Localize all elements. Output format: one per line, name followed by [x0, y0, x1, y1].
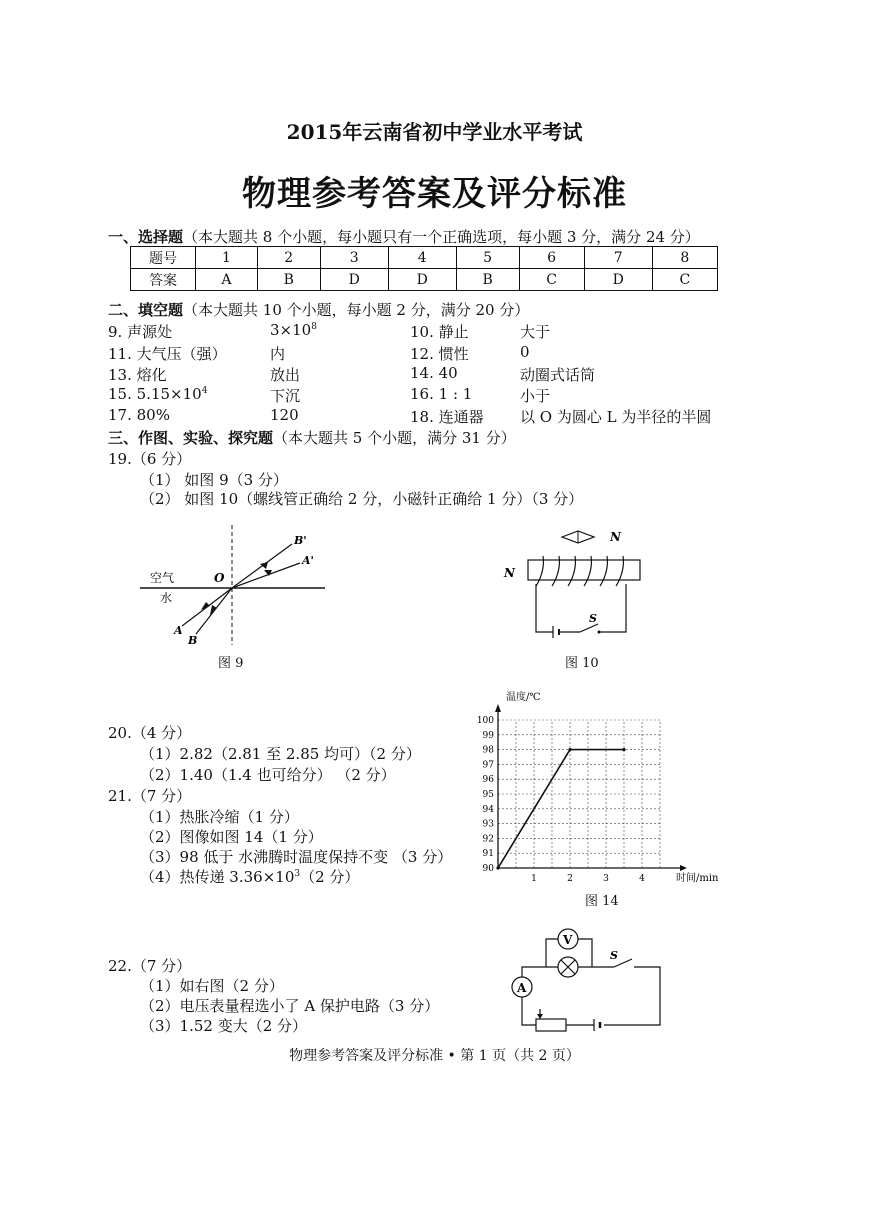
table-cell: 2	[257, 247, 320, 269]
fig9-label-O: O	[214, 571, 225, 585]
figure-14-chart	[470, 688, 730, 888]
fig10-label-N-left: N	[504, 566, 515, 580]
list-item: 13. 熔化	[108, 366, 167, 384]
list-item: 17. 80%	[108, 406, 170, 424]
table-cell: 4	[388, 247, 456, 269]
table-cell: C	[519, 269, 584, 291]
section2-note: （本大题共 10 个小题，每小题 2 分，满分 20 分）	[183, 301, 530, 319]
q21-head: 21.（7 分）	[108, 787, 192, 805]
table-cell: B	[456, 269, 519, 291]
fig22-ammeter-label: A	[517, 981, 527, 995]
table-cell: 3	[320, 247, 388, 269]
q20-line1: （1）2.82（2.81 至 2.85 均可）（2 分）	[140, 745, 421, 763]
table-header-cell: 答案	[131, 269, 196, 291]
list-item: 0	[520, 343, 530, 361]
q21-line2: （2）图像如图 14（1 分）	[140, 828, 323, 846]
fig10-label-S: S	[589, 612, 597, 625]
table-cell: D	[584, 269, 652, 291]
chart-x-tick-label: 2	[567, 874, 573, 884]
list-item: $3\times 10^8$	[270, 321, 317, 339]
table-cell: D	[320, 269, 388, 291]
list-item: 14. 40	[410, 364, 458, 382]
chart-point	[496, 866, 499, 869]
chart-y-tick-label: 94	[482, 804, 494, 815]
chart-axes	[495, 704, 687, 871]
answer-table	[130, 246, 718, 291]
chart-series-line	[498, 750, 624, 868]
list-item: 放出	[270, 366, 301, 384]
fig14-caption: 图 14	[585, 894, 619, 909]
chart-y-tick-label: 90	[482, 864, 494, 874]
fig9-label-B: B	[188, 634, 198, 647]
chart-point	[622, 748, 625, 751]
fig22-voltmeter-label: V	[563, 933, 573, 947]
q22-head: 22.（7 分）	[108, 957, 192, 975]
chart-y-tick-label: 96	[482, 775, 494, 786]
fig10-label-N-top: N	[610, 530, 621, 544]
fig9-label-water: 水	[160, 591, 173, 605]
table-cell: A	[196, 269, 258, 291]
section1-title: 一、选择题	[108, 228, 184, 246]
chart-y-tick-label: 92	[482, 834, 494, 845]
q22-line2: （2）电压表量程选小了 A 保护电路（3 分）	[140, 997, 440, 1015]
list-item: 12. 惯性	[410, 345, 469, 363]
q21-line3: （3）98 低于 水沸腾时温度保持不变 （3 分）	[140, 848, 453, 866]
table-cell: 8	[652, 247, 717, 269]
list-item: 15. $5.15\times 10^4$	[108, 385, 208, 403]
chart-y-tick-label: 97	[482, 760, 494, 771]
table-cell: 7	[584, 247, 652, 269]
table-cell: B	[257, 269, 320, 291]
chart-y-tick-label: 99	[482, 730, 494, 741]
list-item: 大于	[520, 323, 551, 341]
chart-y-tick-label: 100	[476, 716, 494, 726]
section1-note: （本大题共 8 个小题，每小题只有一个正确选项，每小题 3 分，满分 24 分）	[183, 228, 700, 246]
table-cell: 6	[519, 247, 584, 269]
fig9-label-A: A	[174, 624, 183, 637]
list-item: 下沉	[270, 387, 301, 405]
q20-line2: （2）1.40（1.4 也可给分） （2 分）	[140, 766, 396, 784]
table-cell: 5	[456, 247, 519, 269]
table-header-cell: 题号	[131, 247, 196, 269]
q19-line2: （2） 如图 10（螺线管正确给 2 分，小磁针正确给 1 分）（3 分）	[140, 490, 584, 508]
list-item: 10. 静止	[410, 323, 469, 341]
chart-ticks	[477, 716, 645, 884]
chart-y-axis-arrow	[495, 704, 501, 712]
chart-x-tick-label: 3	[603, 874, 609, 884]
q19-line1: （1） 如图 9（3 分）	[140, 471, 288, 489]
list-item: 内	[270, 345, 286, 363]
page-footer: 物理参考答案及评分标准 • 第 1 页（共 2 页）	[289, 1048, 580, 1064]
figure-10-solenoid	[498, 522, 658, 647]
fig9-label-B-prime: B'	[294, 534, 307, 547]
section2-title: 二、填空题	[108, 301, 184, 319]
section3-note: （本大题共 5 个小题，满分 31 分）	[273, 429, 516, 447]
chart-point	[568, 748, 571, 751]
q19-head: 19.（6 分）	[108, 450, 192, 468]
chart-x-axis-arrow	[680, 865, 687, 871]
fig9-label-A-prime: A'	[302, 554, 314, 567]
q22-line3: （3）1.52 变大（2 分）	[140, 1017, 308, 1035]
list-item: 11. 大气压（强）	[108, 345, 227, 363]
chart-y-tick-label: 91	[482, 849, 494, 860]
table-row	[131, 247, 718, 269]
section2-heading	[108, 299, 529, 320]
q21-line1: （1）热胀冷缩（1 分）	[140, 808, 299, 826]
list-item: 9. 声源处	[108, 323, 173, 341]
exam-title: 2015年云南省初中学业水平考试	[286, 120, 583, 144]
section3-title: 三、作图、实验、探究题	[108, 429, 274, 447]
chart-ylabel: 温度/℃	[506, 692, 541, 703]
fig22-switch-label: S	[610, 949, 618, 962]
chart-y-tick-label: 93	[482, 819, 494, 830]
fig9-label-air: 空气	[150, 571, 175, 585]
list-item: 以 O 为圆心 L 为半径的半圆	[520, 408, 712, 426]
chart-grid	[498, 720, 660, 868]
chart-x-tick-label: 4	[639, 874, 645, 884]
q22-line1: （1）如右图（2 分）	[140, 977, 284, 995]
figure-22-circuit	[510, 925, 670, 1035]
chart-x-tick-label: 1	[531, 874, 537, 884]
list-item: 动圈式话筒	[520, 366, 596, 384]
page-title: 物理参考答案及评分标准	[242, 174, 627, 214]
table-cell: C	[652, 269, 717, 291]
section1-heading	[108, 226, 700, 247]
section3-heading	[108, 427, 516, 448]
list-item: 小于	[520, 387, 551, 405]
fig10-caption: 图 10	[565, 656, 599, 671]
table-cell: D	[388, 269, 456, 291]
table-cell: 1	[196, 247, 258, 269]
list-item: 18. 连通器	[410, 408, 484, 426]
chart-xlabel: 时间/min	[676, 873, 719, 884]
chart-y-tick-label: 95	[482, 790, 494, 800]
list-item: 120	[270, 406, 299, 424]
chart-y-tick-label: 98	[482, 745, 494, 756]
figure-9-refraction	[140, 520, 340, 670]
q20-head: 20.（4 分）	[108, 724, 192, 742]
table-row	[131, 269, 718, 291]
q21-line4: （4）热传递 $3.36\times 10^3(2$ 分）	[140, 868, 360, 886]
list-item: 16. 1 : 1	[410, 385, 473, 403]
fig9-caption: 图 9	[218, 656, 244, 671]
